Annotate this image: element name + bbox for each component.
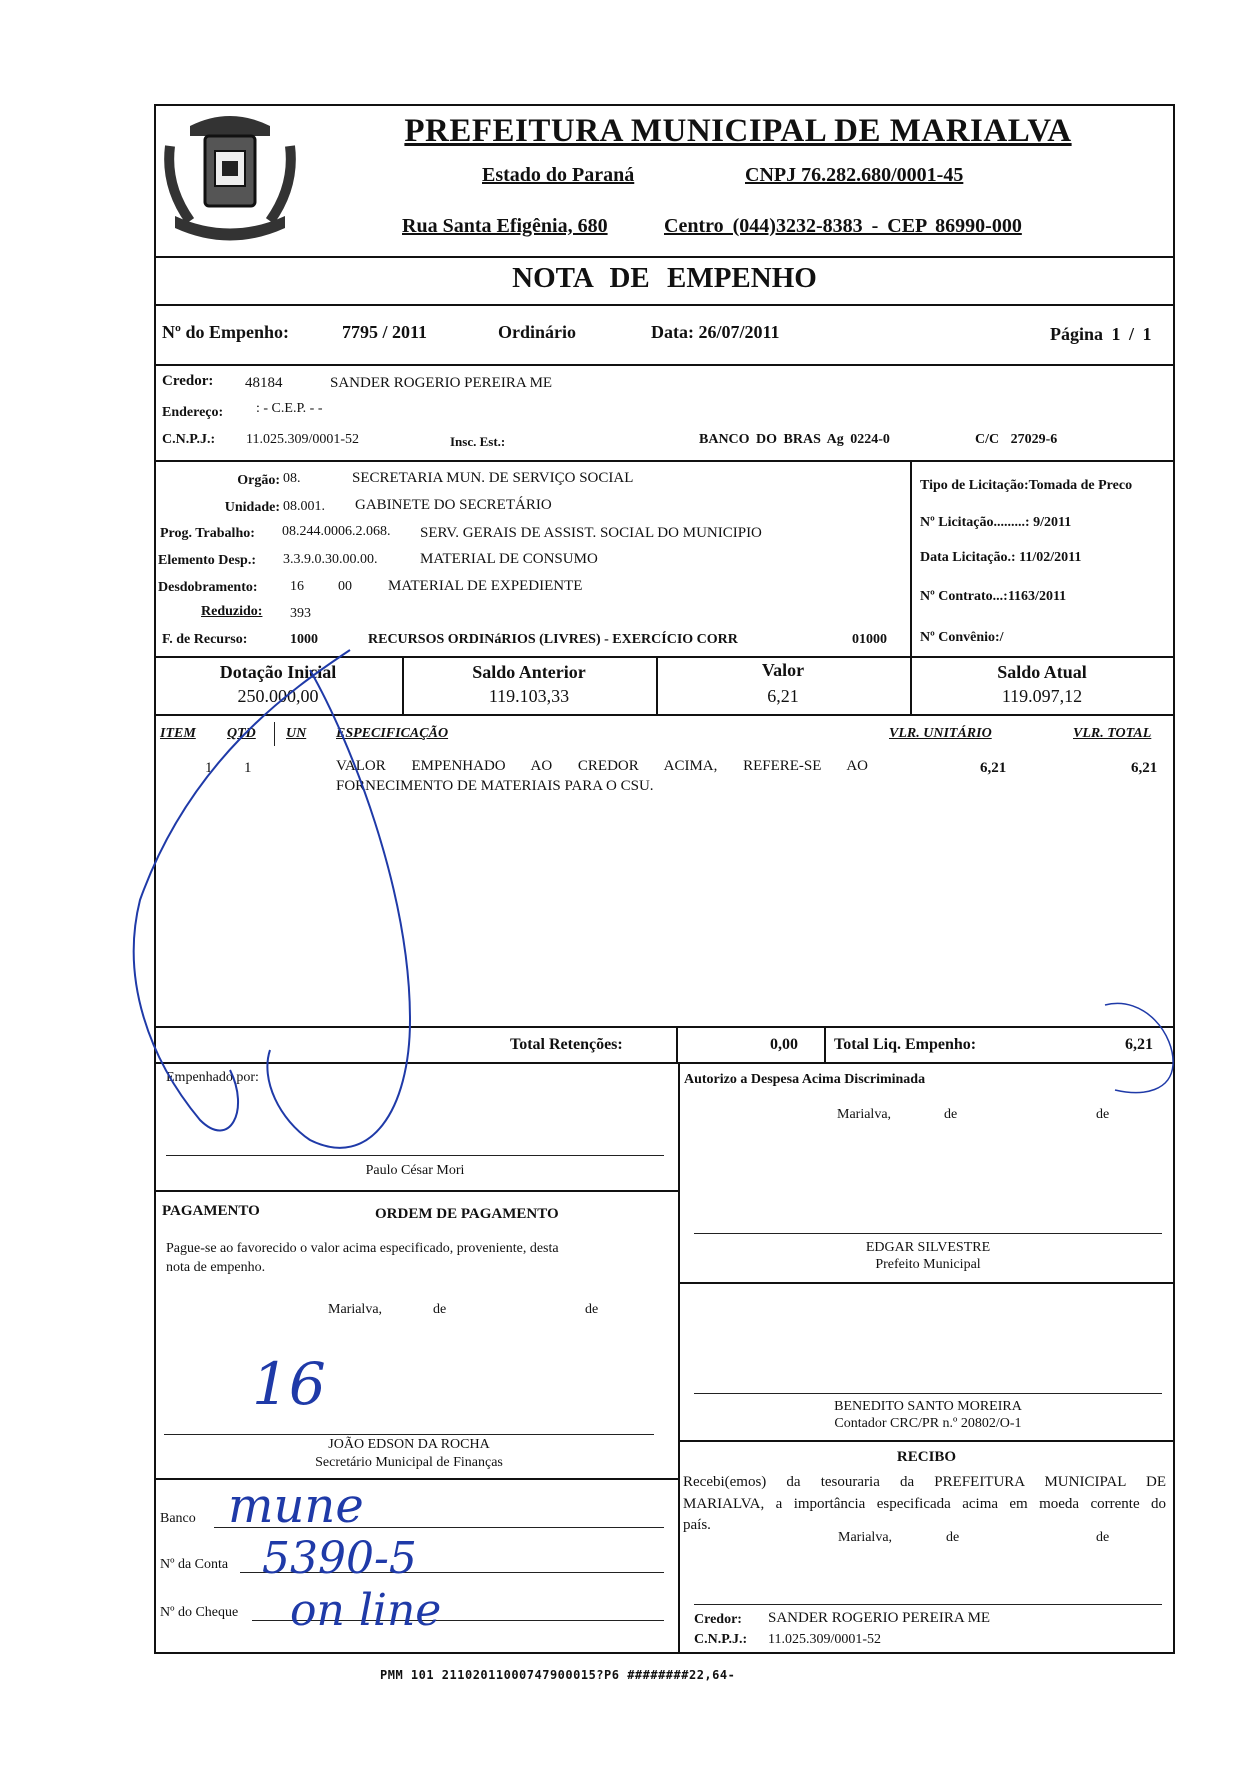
saldo-atual-value: 119.097,12 xyxy=(1001,686,1083,706)
elemento-code: 3.3.9.0.30.00.00. xyxy=(283,552,378,567)
orgao-name: SECRETARIA MUN. DE SERVIÇO SOCIAL xyxy=(352,470,634,486)
prog-label: Prog. Trabalho: xyxy=(160,526,255,541)
credor-bank: BANCO DO BRAS Ag 0224-0 xyxy=(699,432,890,447)
credor-cnpj-label: C.N.P.J.: xyxy=(162,432,216,447)
empenho-date: Data: 26/07/2011 xyxy=(651,322,780,342)
saldo-anterior-label: Saldo Anterior xyxy=(472,662,586,682)
col-un: UN xyxy=(286,726,307,741)
recurso-number: 01000 xyxy=(852,632,887,647)
empenhado-name: Paulo César Mori xyxy=(365,1163,465,1178)
autorizo-text: Autorizo a Despesa Acima Discriminada xyxy=(684,1072,926,1087)
signature-scribble-icon xyxy=(110,640,430,1170)
col-qtd: QTD xyxy=(227,726,256,741)
dotacao-value: 250.000,00 xyxy=(237,686,319,706)
page-number: Página 1 / 1 xyxy=(1050,324,1152,344)
cheque-label: Nº do Cheque xyxy=(160,1605,239,1620)
pagamento-de2: de xyxy=(585,1302,599,1317)
insc-est-label: Insc. Est.: xyxy=(450,434,506,449)
col-item: ITEM xyxy=(160,726,196,741)
col-total-value: VLR. TOTAL xyxy=(1073,726,1152,741)
total-liquido-value: 6,21 xyxy=(1125,1036,1153,1053)
credor-cnpj-value: 11.025.309/0001-52 xyxy=(246,432,360,447)
municipality-address: Rua Santa Efigênia, 680 xyxy=(402,215,608,237)
banco-label: Banco xyxy=(160,1511,196,1526)
footer-code: PMM 101 21102011000747900015?P6 ########22,64- xyxy=(380,1668,736,1682)
handwritten-banco: mune xyxy=(228,1478,364,1534)
handwritten-cheque: on line xyxy=(290,1585,442,1636)
dotacao-label: Dotação Inicial xyxy=(219,662,337,682)
recibo-title: RECIBO xyxy=(896,1449,957,1465)
total-liquido-label: Total Liq. Empenho: xyxy=(834,1036,977,1053)
saldo-atual-label: Saldo Atual xyxy=(997,662,1087,682)
document-title: NOTA DE EMPENHO xyxy=(512,262,817,294)
empenho-label: Nº do Empenho: xyxy=(162,322,289,342)
state-name: Estado do Paraná xyxy=(482,164,635,186)
row-item: 1 xyxy=(205,760,213,776)
endereco-value: : - C.E.P. - - xyxy=(256,401,323,416)
desdobramento-code2: 00 xyxy=(338,579,352,594)
valor-value: 6,21 xyxy=(767,686,799,706)
empenho-type: Ordinário xyxy=(498,322,577,342)
elemento-name: MATERIAL DE CONSUMO xyxy=(420,551,598,567)
pagamento-city: Marialva, xyxy=(328,1302,383,1317)
row-spec-line1: VALOR EMPENHADO AO CREDOR ACIMA, REFERE-SE AO xyxy=(336,758,868,774)
reduzido-value: 393 xyxy=(290,606,311,621)
recibo-city: Marialva, xyxy=(838,1530,893,1545)
empenho-number: 7795 / 2011 xyxy=(342,322,428,342)
row-spec-line2: FORNECIMENTO DE MATERIAIS PARA O CSU. xyxy=(336,778,654,794)
unidade-label: Unidade: xyxy=(224,500,280,515)
ordem-pagamento-label: ORDEM DE PAGAMENTO xyxy=(375,1206,559,1222)
row-total-value: 6,21 xyxy=(1131,760,1158,776)
handwritten-conta: 5390-5 xyxy=(262,1533,417,1584)
contador-title: Contador CRC/PR n.º 20802/O-1 xyxy=(834,1416,1022,1431)
col-spec: ESPECIFICAÇÃO xyxy=(336,726,449,741)
secretario-name: JOÃO EDSON DA ROCHA xyxy=(328,1437,490,1452)
empenhado-label: Empenhado por: xyxy=(166,1070,259,1085)
numero-contrato: Nº Contrato...:1163/2011 xyxy=(920,589,1067,604)
contador-name: BENEDITO SANTO MOREIRA xyxy=(834,1399,1022,1414)
reduzido-label: Reduzido: xyxy=(201,604,263,619)
desdobramento-name: MATERIAL DE EXPEDIENTE xyxy=(388,578,583,594)
row-qtd: 1 xyxy=(244,760,252,776)
pagamento-de1: de xyxy=(433,1302,447,1317)
pagamento-label: PAGAMENTO xyxy=(162,1203,260,1219)
municipality-cnpj: CNPJ 76.282.680/0001-45 xyxy=(745,164,964,186)
recibo-de2: de xyxy=(1096,1530,1110,1545)
recibo-cnpj-label: C.N.P.J.: xyxy=(694,1632,748,1647)
municipality-contact: Centro (044)3232-8383 - CEP 86990-000 xyxy=(664,215,1022,237)
autorizo-de2: de xyxy=(1096,1107,1110,1122)
secretario-title: Secretário Municipal de Finanças xyxy=(315,1455,503,1470)
recibo-text-line1: Recebi(emos) da tesouraria da PREFEITURA MUNICIPAL DE xyxy=(683,1474,1166,1490)
crest-icon xyxy=(160,106,300,254)
desdobramento-label: Desdobramento: xyxy=(158,580,258,595)
retencoes-label: Total Retenções: xyxy=(510,1036,623,1053)
pagamento-text-line1: Pague-se ao favorecido o valor acima especificado, proveniente, desta xyxy=(166,1241,559,1256)
row-unit-value: 6,21 xyxy=(980,760,1007,776)
prog-code: 08.244.0006.2.068. xyxy=(282,524,391,539)
total-circle-icon xyxy=(1095,995,1175,1105)
col-unit-value: VLR. UNITÁRIO xyxy=(889,726,992,741)
tipo-licitacao: Tipo de Licitação:Tomada de Preco xyxy=(920,478,1133,493)
municipal-crest xyxy=(160,106,300,254)
prefeito-title: Prefeito Municipal xyxy=(875,1257,981,1272)
autorizo-city: Marialva, xyxy=(837,1107,892,1122)
municipality-title: PREFEITURA MUNICIPAL DE MARIALVA xyxy=(404,113,1072,149)
numero-licitacao: Nº Licitação.........: 9/2011 xyxy=(920,515,1072,530)
recurso-name: RECURSOS ORDINáRIOS (LIVRES) - EXERCÍCIO CORR xyxy=(368,632,738,647)
unidade-name: GABINETE DO SECRETÁRIO xyxy=(355,497,552,513)
conta-label: Nº da Conta xyxy=(160,1557,229,1572)
valor-label: Valor xyxy=(761,660,805,680)
data-licitacao: Data Licitação.: 11/02/2011 xyxy=(920,550,1082,565)
recibo-cnpj-value: 11.025.309/0001-52 xyxy=(768,1632,882,1647)
autorizo-de1: de xyxy=(944,1107,958,1122)
orgao-code: 08. xyxy=(283,471,301,486)
credor-code: 48184 xyxy=(245,375,283,391)
prefeito-name: EDGAR SILVESTRE xyxy=(865,1240,991,1255)
prog-name: SERV. GERAIS DE ASSIST. SOCIAL DO MUNICIPIO xyxy=(420,525,762,541)
recibo-de1: de xyxy=(946,1530,960,1545)
endereco-label: Endereço: xyxy=(162,405,224,420)
credor-cc: C/C 27029-6 xyxy=(975,432,1058,447)
recibo-credor-name: SANDER ROGERIO PEREIRA ME xyxy=(768,1610,991,1626)
handwritten-initial: 16 xyxy=(252,1350,326,1418)
retencoes-value: 0,00 xyxy=(770,1036,798,1053)
unidade-code: 08.001. xyxy=(283,499,325,514)
elemento-label: Elemento Desp.: xyxy=(158,553,256,568)
desdobramento-code1: 16 xyxy=(290,579,304,594)
orgao-label: Orgão: xyxy=(237,473,280,488)
recurso-label: F. de Recurso: xyxy=(162,632,248,647)
saldo-anterior-value: 119.103,33 xyxy=(488,686,570,706)
recibo-text-line2: MARIALVA, a importância especificada acima em moeda corrente do xyxy=(683,1496,1166,1512)
recurso-code: 1000 xyxy=(290,632,318,647)
credor-name: SANDER ROGERIO PEREIRA ME xyxy=(330,375,553,391)
credor-label: Credor: xyxy=(162,373,214,389)
numero-convenio: Nº Convênio:/ xyxy=(920,630,1004,645)
pagamento-text-line2: nota de empenho. xyxy=(166,1260,266,1275)
recibo-credor-label: Credor: xyxy=(694,1612,742,1627)
recibo-text-line3: país. xyxy=(683,1517,711,1533)
